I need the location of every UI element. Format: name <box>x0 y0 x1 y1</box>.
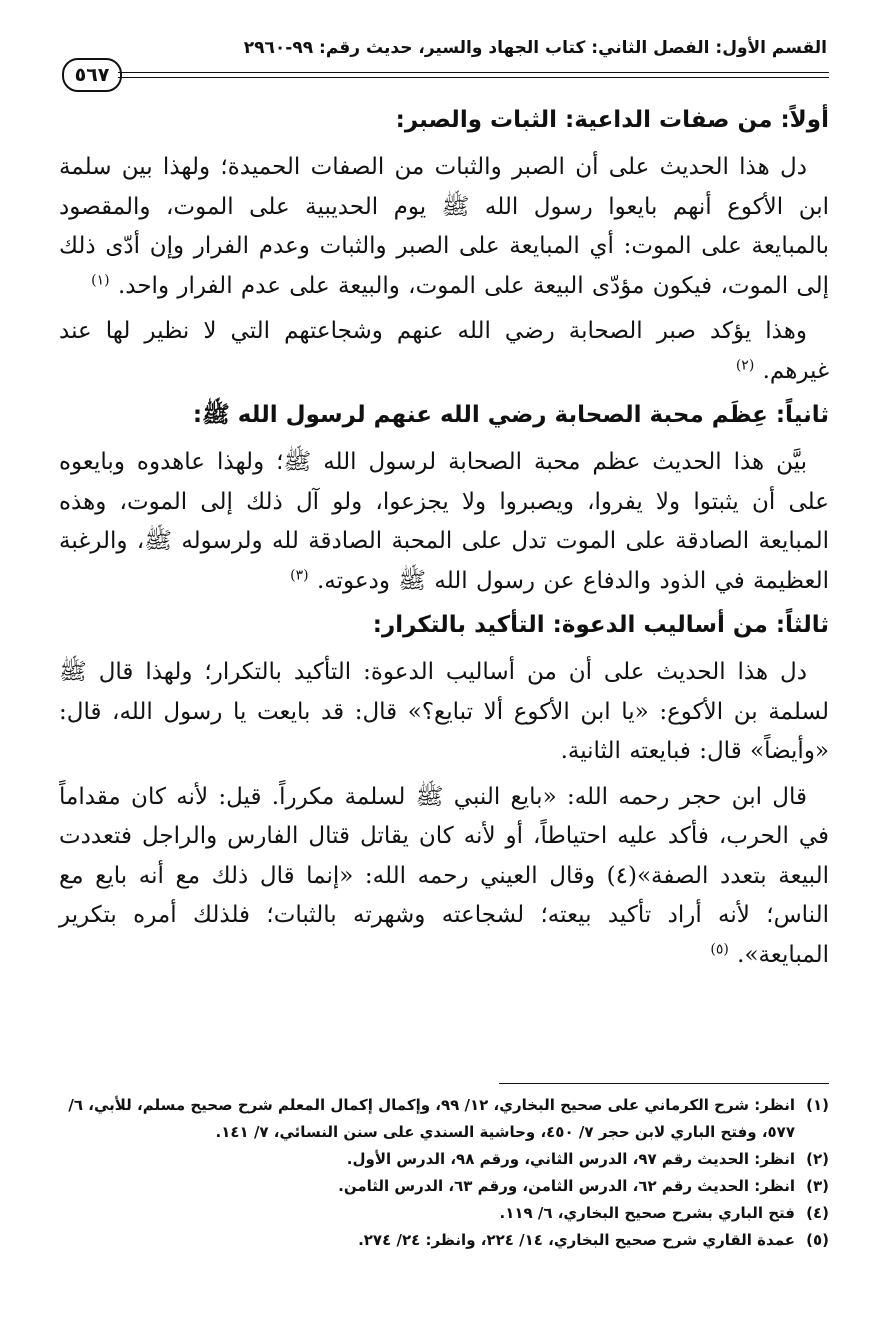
section-3 <box>59 607 829 975</box>
footnote-number: (٢) <box>806 1150 829 1168</box>
paragraph-text: دل هذا الحديث على أن الصبر والثبات من الصفات الحميدة؛ ولهذا بين سلمة ابن الأكوع أنهم بايعوا رسول الله ﷺ يوم الحديبية على الموت، والمقصود بالمبايعة على الموت: أي المبايعة على الصبر والثبات وعدم الفرار وإن أدّى ذلك إلى الموت، فيكون مؤدّى البيعة على الموت، والبيعة على عدم الفرار واحد. <box>59 154 829 299</box>
footnote <box>59 1146 829 1173</box>
header-rule <box>118 72 829 78</box>
footnote-text: انظر: الحديث رقم ٩٧، الدرس الثاني، ورقم ٩٨، الدرس الأول. <box>346 1150 795 1168</box>
footnote-text: فتح الباري بشرح صحيح البخاري، ٦/ ١١٩. <box>499 1204 795 1222</box>
footnote-separator <box>499 1083 829 1084</box>
footnote <box>59 1200 829 1227</box>
section-heading: ثالثاً: من أساليب الدعوة: التأكيد بالتكرار: <box>372 612 829 638</box>
main-text <box>59 102 829 981</box>
paragraph <box>59 443 829 601</box>
footnote-text: انظر: شرح الكرماني على صحيح البخاري، ١٢/ ٩٩، وإكمال إكمال المعلم شرح صحيح مسلم، للأبي، ٦/ ٥٧٧، وفتح الباري لابن حجر ٧/ ٤٥٠، وحاشية السندي على سنن النسائي، ٧/ ١٤١. <box>68 1096 795 1141</box>
page-number: ٥٦٧ <box>62 58 122 92</box>
paragraph-text: بيَّن هذا الحديث عظم محبة الصحابة لرسول الله ﷺ؛ ولهذا عاهدوه وبايعوه على أن يثبتوا ولا يفروا، ويصبروا ولا يجزعوا، ولو آل ذلك إلى الموت، وهذه المبايعة الصادقة على الموت تدل على المحبة الصادقة لله ولرسوله ﷺ، والرغبة العظيمة في الذود والدفاع عن رسول الله ﷺ ودعوته. <box>59 449 829 594</box>
section-2 <box>59 397 829 601</box>
footnote-ref[interactable]: (١) <box>91 271 110 288</box>
footnote <box>59 1227 829 1254</box>
paragraph-text: وهذا يؤكد صبر الصحابة رضي الله عنهم وشجاعتهم التي لا نظير لها عند غيرهم. <box>59 318 829 384</box>
paragraph-text: قال ابن حجر رحمه الله: «بايع النبي ﷺ لسلمة مكرراً. قيل: لأنه كان مقداماً في الحرب، فأكد عليه احتياطاً، أو لأنه كان يقاتل قتال الفارس والراجل فتعددت البيعة بتعدد الصفة»(٤) وقال العيني رحمه الله: «إنما قال ذلك مع أنه بايع مع الناس؛ لأنه أراد تأكيد بيعته؛ لشجاعته وشهرته بالثبات؛ فلذلك أمره بتكرير المبايعة». <box>59 783 830 968</box>
footnotes <box>59 1092 829 1254</box>
section-heading: ثانياً: عِظَم محبة الصحابة رضي الله عنهم لرسول الله ﷺ: <box>192 402 829 428</box>
paragraph <box>59 653 829 772</box>
section-1 <box>59 102 829 391</box>
footnote-number: (٣) <box>806 1177 829 1195</box>
paragraph <box>59 778 829 976</box>
footnote-number: (١) <box>806 1096 829 1114</box>
footnote-number: (٤) <box>806 1204 829 1222</box>
paragraph <box>59 148 829 306</box>
footnote-ref[interactable]: (٥) <box>710 940 729 957</box>
footnote-ref[interactable]: (٣) <box>290 566 309 583</box>
footnote-text: عمدة القاري شرح صحيح البخاري، ١٤/ ٢٢٤، وانظر: ٢٤/ ٢٧٤. <box>358 1231 795 1249</box>
paragraph <box>59 312 829 391</box>
footnote-ref[interactable]: (٢) <box>735 356 755 373</box>
footnote-text: انظر: الحديث رقم ٦٢، الدرس الثامن، ورقم ٦٣، الدرس الثامن. <box>338 1177 795 1195</box>
footnote <box>59 1173 829 1200</box>
footnote <box>59 1092 829 1146</box>
paragraph-text: دل هذا الحديث على أن من أساليب الدعوة: التأكيد بالتكرار؛ ولهذا قال ﷺ لسلمة بن الأكوع: «يا ابن الأكوع ألا تبايع؟» قال: قد بايعت يا رسول الله، قال: «وأيضاً» قال: فبايعته الثانية. <box>59 659 829 764</box>
section-heading: أولاً: من صفات الداعية: الثبات والصبر: <box>395 107 829 133</box>
running-header: القسم الأول: الفصل الثاني: كتاب الجهاد والسير، حديث رقم: ٩٩-٢٩٦٠ <box>243 38 827 58</box>
footnote-number: (٥) <box>806 1231 829 1249</box>
